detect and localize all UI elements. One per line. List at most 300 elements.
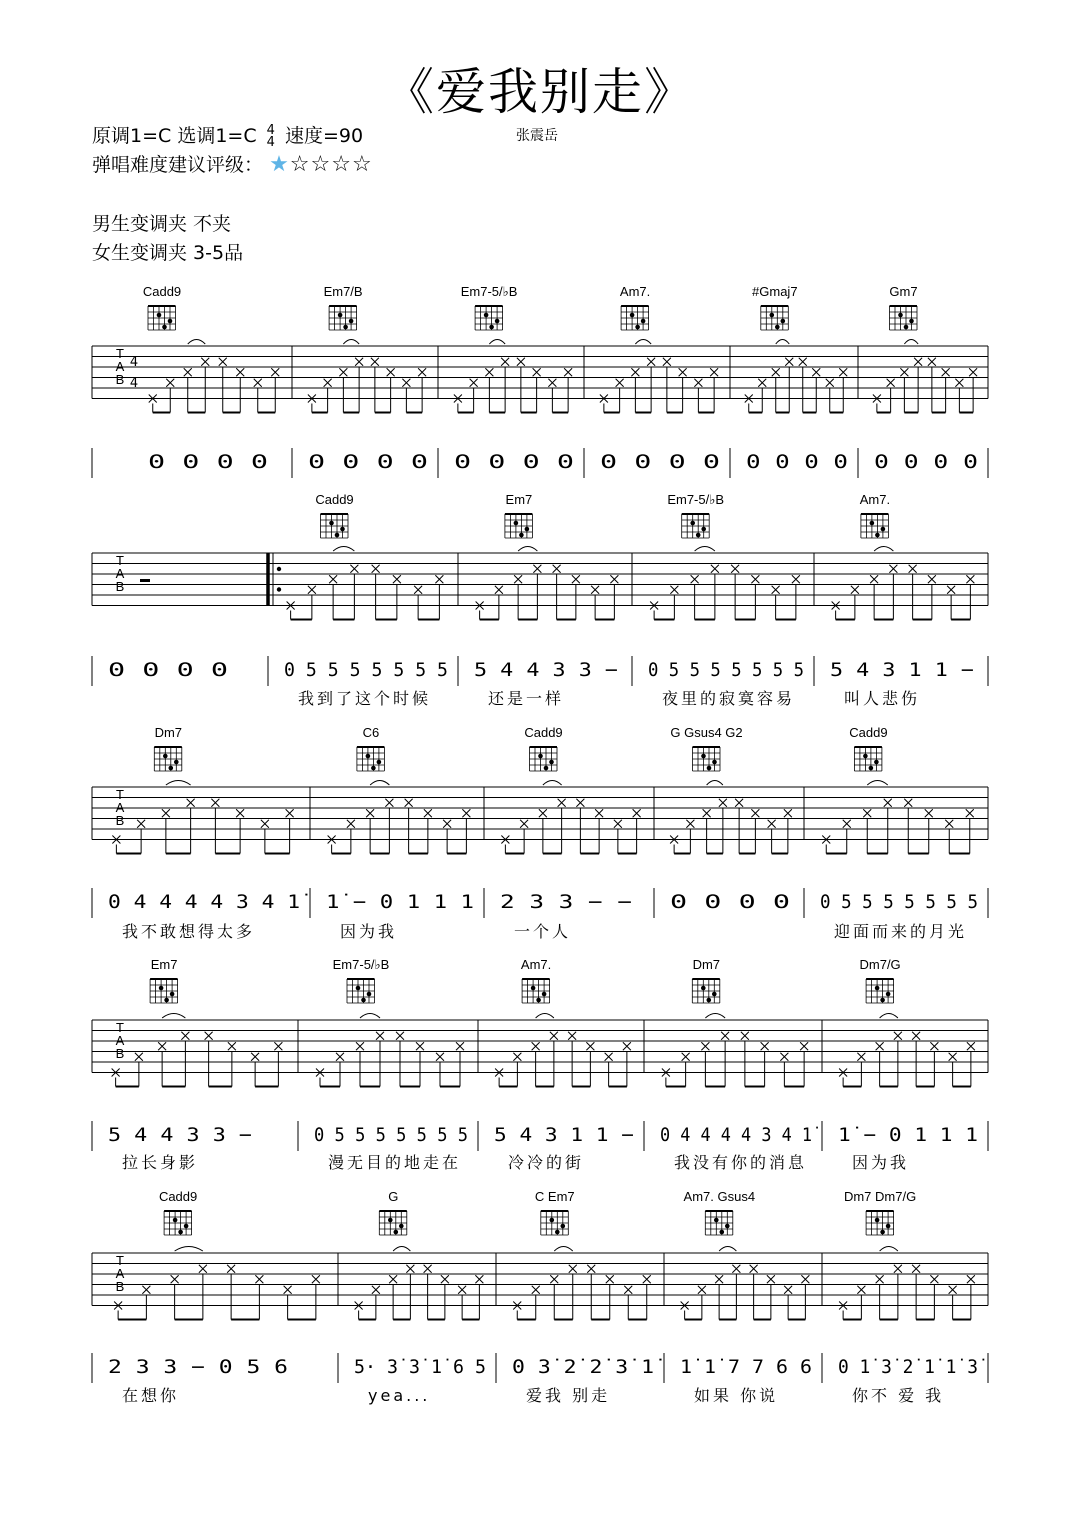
finger-dot: [720, 1230, 725, 1235]
finger-dot: [904, 325, 909, 330]
lyric-text: 我没有你的消息: [674, 1153, 808, 1172]
finger-dot: [338, 313, 343, 318]
pick-mark: [435, 575, 443, 583]
pick-mark: [227, 1265, 235, 1273]
pick-mark: [228, 1042, 236, 1050]
pick-mark: [355, 358, 363, 366]
pick-mark: [284, 1286, 292, 1294]
chord-name: #Gmaj7: [752, 284, 798, 299]
jianpu-notes: 5 4 3 1 1 −: [494, 1124, 634, 1146]
jianpu-notes: 0 3̇ 2̇ 2̇ 3̇ 1̇: [512, 1356, 662, 1378]
pick-mark: [187, 799, 195, 807]
pick-mark: [568, 1032, 576, 1040]
pick-mark: [928, 575, 936, 583]
tie-arc: [188, 340, 206, 345]
pick-mark: [942, 368, 950, 376]
pick-mark: [694, 379, 702, 387]
finger-dot: [875, 1218, 880, 1223]
finger-dot: [168, 319, 173, 324]
finger-dot: [874, 760, 879, 765]
finger-dot: [163, 754, 168, 759]
pick-mark: [623, 1042, 631, 1050]
pick-mark: [889, 565, 897, 573]
chord-diagram: [541, 1211, 569, 1235]
tie-arc: [554, 1247, 573, 1252]
finger-dot: [164, 998, 169, 1003]
jianpu-notes: 0 0 0 0: [874, 451, 978, 473]
jianpu-notes: 5· 3̇ 3̇ 1̇ 6 5: [354, 1356, 486, 1378]
pick-mark: [517, 358, 525, 366]
tie-arc: [543, 781, 562, 786]
pick-mark: [520, 820, 528, 828]
finger-dot: [863, 754, 868, 759]
lyric-text: 冷冷的街: [508, 1153, 585, 1172]
jianpu-notes: 2 3 3 − −: [500, 891, 632, 913]
chord-diagram: [621, 306, 649, 330]
pick-mark: [801, 1275, 809, 1283]
star-empty-icon: ☆: [310, 152, 332, 177]
pick-mark: [732, 1265, 740, 1273]
tab-system: [92, 725, 988, 941]
pick-mark: [925, 809, 933, 817]
finger-dot: [388, 1218, 393, 1223]
chord-name: Am7. Gsus4: [683, 1189, 756, 1204]
tab-system: [92, 284, 988, 478]
tab-letter: A: [115, 1266, 125, 1281]
chord-name: Dm7/G: [859, 957, 901, 972]
pick-mark: [792, 575, 800, 583]
jianpu-notes: 0 5 5 5 5 5 5 5: [648, 659, 804, 681]
pick-mark: [393, 575, 401, 583]
pick-mark: [631, 368, 639, 376]
finger-dot: [635, 325, 640, 330]
lyric-text: 爱我 别走: [526, 1386, 611, 1405]
finger-dot: [696, 533, 701, 538]
finger-dot: [880, 1230, 885, 1235]
time-signature: 4: [129, 376, 139, 391]
tab-letter: A: [115, 566, 125, 581]
tie-arc: [489, 340, 505, 345]
pick-mark: [751, 575, 759, 583]
pick-mark: [605, 1053, 613, 1061]
chord-name: Cadd9: [142, 284, 182, 299]
finger-dot: [361, 998, 366, 1003]
pick-mark: [800, 1042, 808, 1050]
pick-mark: [715, 1275, 723, 1283]
tab-letter: A: [115, 800, 125, 815]
time-signature: 4: [129, 355, 139, 370]
pick-mark: [914, 358, 922, 366]
pick-mark: [532, 1286, 540, 1294]
chord-diagram: [321, 514, 349, 538]
lyric-text: 夜里的寂寞容易: [662, 689, 796, 708]
finger-dot: [377, 760, 382, 765]
pick-mark: [550, 1032, 558, 1040]
pick-mark: [812, 368, 820, 376]
chord-diagram: [164, 1211, 192, 1235]
pick-mark: [564, 368, 572, 376]
lyric-text: 我不敢想得太多: [122, 922, 256, 941]
jianpu-notes: 0 0 0 0: [746, 451, 848, 473]
pick-mark: [761, 1042, 769, 1050]
pick-mark: [184, 368, 192, 376]
star-empty-icon: ☆: [352, 152, 373, 177]
lyric-text: 因为我: [852, 1153, 910, 1172]
key-text: 原调1=C 选调1=C: [92, 125, 257, 147]
chord-diagram: [522, 979, 550, 1003]
tempo-text: 速度=90: [284, 125, 364, 147]
pick-mark: [606, 1275, 614, 1283]
finger-dot: [536, 998, 541, 1003]
pick-mark: [312, 1275, 320, 1283]
tie-arc: [880, 1014, 898, 1019]
pick-mark: [251, 1053, 259, 1061]
tie-arc: [635, 340, 651, 345]
pick-mark: [784, 1286, 792, 1294]
jianpu-notes: 0 1̇ 3̇ 2̇ 1̇ 1̇ 3̇: [838, 1356, 985, 1378]
pick-mark: [372, 1286, 380, 1294]
pick-mark: [456, 1042, 464, 1050]
song-title: 《爱我别走》: [384, 63, 696, 121]
chord-name: Em7/B: [323, 284, 363, 299]
tie-arc: [166, 781, 191, 786]
finger-dot: [157, 313, 162, 318]
pick-mark: [286, 809, 294, 817]
pick-mark: [876, 1275, 884, 1283]
pick-mark: [347, 820, 355, 828]
lyric-text: 迎面而来的月光: [834, 922, 968, 941]
chord-name: G Gsus4 G2: [670, 725, 743, 740]
finger-dot: [701, 754, 706, 759]
finger-dot: [343, 325, 348, 330]
chord-name: Dm7: [154, 725, 183, 740]
chord-name: Em7-5/♭B: [460, 284, 518, 299]
finger-dot: [514, 521, 519, 526]
pick-mark: [799, 358, 807, 366]
chord-name: Em7: [150, 957, 178, 972]
repeat-dot: [277, 567, 281, 571]
finger-dot: [641, 319, 646, 324]
pick-mark: [826, 379, 834, 387]
chord-name: Dm7: [692, 957, 721, 972]
finger-dot: [781, 319, 786, 324]
pick-mark: [418, 368, 426, 376]
pick-mark: [513, 1053, 521, 1061]
finger-dot: [630, 313, 635, 318]
tie-arc: [333, 547, 354, 552]
finger-dot: [542, 992, 547, 997]
tab-letter: T: [116, 1253, 124, 1268]
chord-diagram: [890, 306, 918, 330]
pick-mark: [548, 379, 556, 387]
finger-dot: [707, 766, 712, 771]
pick-mark: [501, 358, 509, 366]
pick-mark: [553, 565, 561, 573]
lyric-text: 你不 爱 我: [852, 1386, 945, 1405]
jianpu-notes: 0 4 4 4 4 3 4 1̇: [108, 891, 308, 913]
pick-mark: [405, 799, 413, 807]
pick-mark: [142, 1286, 150, 1294]
finger-dot: [701, 527, 706, 532]
pick-mark: [624, 1286, 632, 1294]
tie-arc: [393, 1247, 410, 1252]
pick-mark: [698, 1286, 706, 1294]
pick-mark: [967, 1275, 975, 1283]
finger-dot: [178, 1230, 183, 1235]
pick-mark: [857, 1286, 865, 1294]
tab-system: [92, 1189, 988, 1405]
tab-letter: B: [115, 1046, 125, 1061]
finger-dot: [371, 766, 376, 771]
pick-mark: [949, 1053, 957, 1061]
chord-name: C Em7: [534, 1189, 575, 1204]
chord-diagram: [693, 747, 721, 771]
finger-dot: [170, 992, 175, 997]
pick-mark: [876, 1042, 884, 1050]
pick-mark: [254, 379, 262, 387]
pick-mark: [780, 1053, 788, 1061]
pick-mark: [424, 1265, 432, 1273]
pick-mark: [424, 809, 432, 817]
pick-mark: [137, 820, 145, 828]
tie-arc: [867, 781, 888, 786]
pick-mark: [236, 368, 244, 376]
pick-mark: [616, 379, 624, 387]
pick-mark: [158, 1042, 166, 1050]
chord-diagram: [682, 514, 710, 538]
pick-mark: [533, 368, 541, 376]
tie-arc: [705, 1014, 725, 1019]
pick-mark: [614, 820, 622, 828]
chord-diagram: [329, 306, 357, 330]
pick-mark: [967, 1042, 975, 1050]
pick-mark: [719, 799, 727, 807]
time-sig-bottom: 4: [266, 134, 275, 150]
pick-mark: [514, 575, 522, 583]
tab-letter: B: [115, 579, 125, 594]
finger-dot: [489, 325, 494, 330]
pick-mark: [402, 379, 410, 387]
pick-mark: [171, 1275, 179, 1283]
pick-mark: [576, 799, 584, 807]
tie-arc: [536, 1014, 554, 1019]
pick-mark: [610, 575, 618, 583]
finger-dot: [184, 1224, 189, 1229]
pick-mark: [663, 358, 671, 366]
pick-mark: [387, 368, 395, 376]
tab-letter: A: [115, 359, 125, 374]
jianpu-notes: 1̇ − 0 1 1 1: [326, 891, 474, 913]
pick-mark: [372, 565, 380, 573]
finger-dot: [880, 998, 885, 1003]
pick-mark: [162, 809, 170, 817]
pick-mark: [443, 820, 451, 828]
lyric-text: 漫无目的地走在: [328, 1153, 462, 1172]
star-filled-icon: ★: [269, 152, 290, 177]
tab-letter: B: [115, 372, 125, 387]
pick-mark: [767, 1275, 775, 1283]
jianpu-notes: 0 0 0 0: [308, 451, 428, 473]
finger-dot: [174, 760, 179, 765]
chord-diagram: [866, 1211, 894, 1235]
jianpu-notes: 2 3 3 − 0 5 6: [108, 1356, 288, 1378]
lyric-text: 我到了这个时候: [298, 689, 432, 708]
capo-male: 男生变调夹 不夹: [92, 213, 232, 235]
tab-letter: T: [116, 553, 124, 568]
chord-diagram: [150, 979, 178, 1003]
pick-mark: [271, 368, 279, 376]
pick-mark: [894, 1032, 902, 1040]
pick-mark: [569, 1265, 577, 1273]
pick-mark: [731, 565, 739, 573]
finger-dot: [549, 760, 554, 765]
chord-name: Em7-5/♭B: [667, 492, 725, 507]
pick-mark: [857, 1053, 865, 1061]
finger-dot: [712, 760, 717, 765]
pick-mark: [356, 1042, 364, 1050]
jianpu-notes: 0 4 4 4 4 3 4 1̇: [660, 1124, 819, 1146]
chord-name: Am7.: [859, 492, 891, 507]
pick-mark: [389, 1275, 397, 1283]
finger-dot: [544, 766, 549, 771]
jianpu-notes: 1̇ − 0 1 1 1: [838, 1124, 978, 1146]
pick-mark: [274, 1042, 282, 1050]
finger-dot: [561, 1224, 566, 1229]
pick-mark: [679, 368, 687, 376]
chord-name: C6: [362, 725, 380, 740]
finger-dot: [712, 992, 717, 997]
tab-letter: T: [116, 1020, 124, 1035]
pick-mark: [900, 368, 908, 376]
chord-diagram: [866, 979, 894, 1003]
jianpu-notes: 5 4 4 3 3 −: [474, 659, 618, 681]
tie-arc: [695, 547, 715, 552]
pick-mark: [721, 1032, 729, 1040]
finger-dot: [869, 766, 874, 771]
pick-mark: [711, 565, 719, 573]
pick-mark: [839, 368, 847, 376]
tie-arc: [776, 340, 790, 345]
lyric-text: 还是一样: [488, 689, 565, 708]
pick-mark: [949, 1286, 957, 1294]
finger-dot: [886, 1224, 891, 1229]
pick-mark: [843, 820, 851, 828]
finger-dot: [162, 325, 167, 330]
pick-mark: [894, 1265, 902, 1273]
tab-letter: B: [115, 1279, 125, 1294]
lyric-text: 如果 你说: [694, 1386, 779, 1405]
chord-diagram: [530, 747, 558, 771]
pick-mark: [863, 809, 871, 817]
finger-dot: [519, 533, 524, 538]
tie-arc: [904, 340, 918, 345]
pick-mark: [691, 575, 699, 583]
chord-diagram: [854, 747, 882, 771]
pick-mark: [376, 1032, 384, 1040]
chord-name: Dm7 Dm7/G: [843, 1189, 917, 1204]
finger-dot: [340, 527, 345, 532]
time-sig-top: 4: [266, 122, 275, 138]
finger-dot: [394, 1230, 399, 1235]
pick-mark: [784, 809, 792, 817]
chord-diagram: [705, 1211, 733, 1235]
tie-arc: [175, 1247, 203, 1252]
pick-mark: [703, 809, 711, 817]
pick-mark: [912, 1265, 920, 1273]
lyric-text: 在想你: [122, 1386, 180, 1405]
difficulty-label: 弹唱难度建议评级：: [92, 154, 264, 176]
pick-mark: [166, 379, 174, 387]
chord-name: Gm7: [889, 284, 918, 299]
lyric-text: 拉长身影: [122, 1153, 199, 1172]
pick-mark: [385, 799, 393, 807]
pick-mark: [261, 820, 269, 828]
jianpu-notes: 0 0 0 0: [454, 451, 574, 473]
pick-mark: [558, 799, 566, 807]
jianpu-notes: 0 5 5 5 5 5 5 5: [284, 659, 448, 681]
pick-mark: [339, 368, 347, 376]
pick-mark: [324, 379, 332, 387]
pick-mark: [211, 799, 219, 807]
chord-name: Am7.: [619, 284, 651, 299]
pick-mark: [751, 809, 759, 817]
pick-mark: [682, 1053, 690, 1061]
pick-mark: [647, 358, 655, 366]
pick-mark: [930, 1042, 938, 1050]
tie-arc: [880, 1247, 898, 1252]
finger-dot: [886, 992, 891, 997]
pick-mark: [912, 1032, 920, 1040]
pick-mark: [710, 368, 718, 376]
pick-mark: [470, 379, 478, 387]
pick-mark: [741, 1032, 749, 1040]
finger-dot: [881, 527, 886, 532]
finger-dot: [399, 1224, 404, 1229]
pick-mark: [495, 586, 503, 594]
pick-mark: [572, 575, 580, 583]
finger-dot: [707, 998, 712, 1003]
pick-mark: [870, 575, 878, 583]
pick-mark: [533, 565, 541, 573]
lyric-text: 一个人: [514, 922, 572, 941]
tie-arc: [370, 781, 389, 786]
finger-dot: [690, 521, 695, 526]
chord-diagram: [347, 979, 375, 1003]
pick-mark: [550, 1275, 558, 1283]
pick-mark: [928, 358, 936, 366]
pick-mark: [904, 799, 912, 807]
tie-arc: [360, 1014, 380, 1019]
capo-female: 女生变调夹 3-5品: [92, 242, 244, 264]
chord-diagram: [761, 306, 789, 330]
finger-dot: [173, 1218, 178, 1223]
chord-diagram: [475, 306, 503, 330]
star-empty-icon: ☆: [289, 152, 311, 177]
pick-mark: [758, 379, 766, 387]
pick-mark: [633, 809, 641, 817]
pick-mark: [416, 1042, 424, 1050]
tie-arc: [162, 1014, 185, 1019]
pick-mark: [336, 1053, 344, 1061]
finger-dot: [367, 992, 372, 997]
finger-dot: [329, 521, 334, 526]
chord-name: Cadd9: [524, 725, 563, 740]
finger-dot: [725, 1224, 730, 1229]
tab-system: [92, 957, 988, 1172]
finger-dot: [356, 986, 361, 991]
pick-mark: [199, 1265, 207, 1273]
pick-mark: [735, 799, 743, 807]
